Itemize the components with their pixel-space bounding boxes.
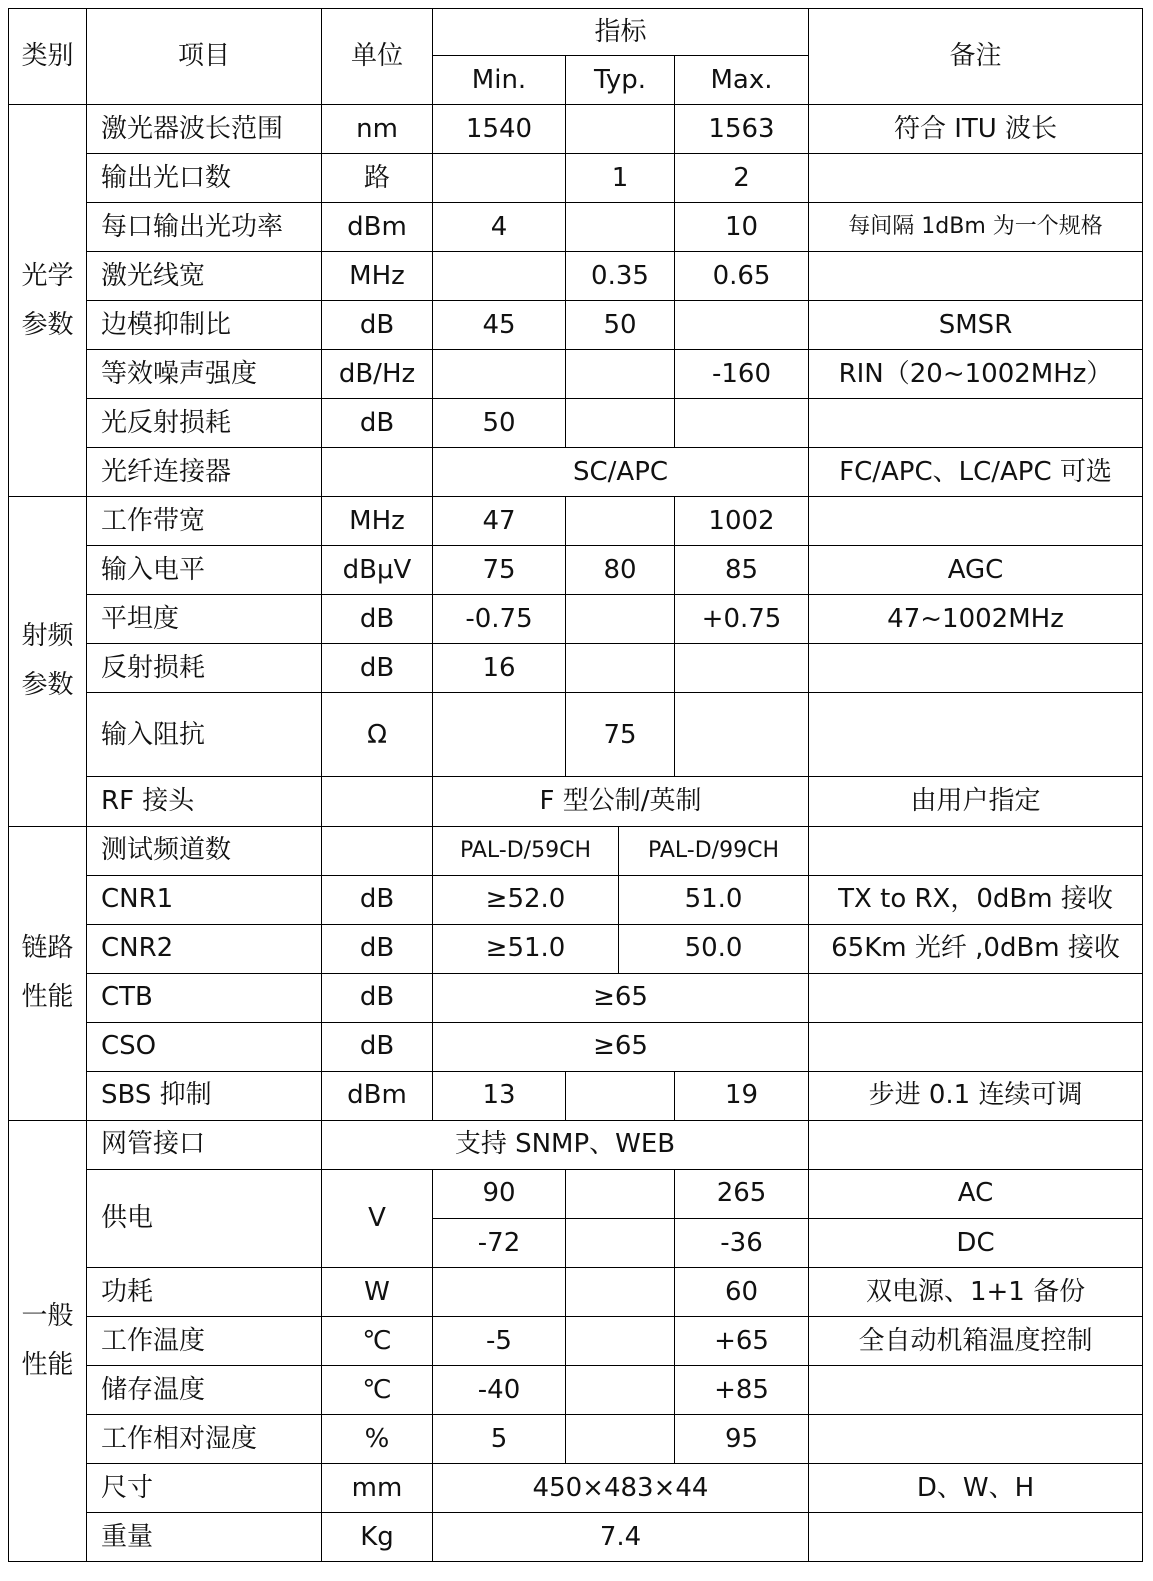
max-cell — [675, 399, 809, 448]
typ-cell — [566, 1365, 675, 1414]
min-cell: 1540 — [433, 105, 566, 154]
unit-cell: dB — [322, 973, 433, 1022]
table-row — [9, 448, 1143, 497]
typ-cell — [566, 350, 675, 399]
section-link: 链路性能 — [9, 826, 87, 1120]
unit-cell — [322, 777, 433, 826]
typ-cell: 1 — [566, 154, 675, 203]
table-row — [9, 154, 1143, 203]
remark-cell — [809, 1414, 1143, 1463]
span-cell: 7.4 — [433, 1512, 809, 1561]
unit-cell — [322, 448, 433, 497]
item-cell: 尺寸 — [87, 1463, 322, 1512]
unit-cell: dBm — [322, 203, 433, 252]
remark-cell — [809, 826, 1143, 875]
unit-cell: dBμV — [322, 546, 433, 595]
unit-cell: W — [322, 1267, 433, 1316]
max-cell: +65 — [675, 1316, 809, 1365]
remark-cell — [809, 973, 1143, 1022]
remark-cell: 步进 0.1 连续可调 — [809, 1071, 1143, 1120]
min-cell: 47 — [433, 497, 566, 546]
table-row — [9, 399, 1143, 448]
remark-cell — [809, 1022, 1143, 1071]
unit-cell: V — [322, 1169, 433, 1267]
item-cell: SBS 抑制 — [87, 1071, 322, 1120]
header-min: Min. — [433, 56, 566, 105]
unit-cell: ℃ — [322, 1365, 433, 1414]
min-cell — [433, 252, 566, 301]
remark-cell: 符合 ITU 波长 — [809, 105, 1143, 154]
min-cell: 16 — [433, 644, 566, 693]
section-rf: 射频参数 — [9, 497, 87, 826]
table-row — [9, 1071, 1143, 1120]
unit-cell: dB — [322, 924, 433, 973]
remark-cell: AGC — [809, 546, 1143, 595]
max-cell: 1563 — [675, 105, 809, 154]
typ-cell — [566, 1414, 675, 1463]
remark-cell: 47~1002MHz — [809, 595, 1143, 644]
remark-cell: 全自动机箱温度控制 — [809, 1316, 1143, 1365]
min-cell — [433, 693, 566, 777]
max-cell: 95 — [675, 1414, 809, 1463]
item-cell: 测试频道数 — [87, 826, 322, 875]
unit-cell: dB/Hz — [322, 350, 433, 399]
header-category: 类别 — [9, 9, 87, 105]
span-cell: ≥65 — [433, 1022, 809, 1071]
item-cell: CNR2 — [87, 924, 322, 973]
typ-cell: 75 — [566, 693, 675, 777]
item-cell: RF 接头 — [87, 777, 322, 826]
remark-cell — [809, 399, 1143, 448]
min-cell — [433, 350, 566, 399]
item-cell: 输入电平 — [87, 546, 322, 595]
typ-cell: 0.35 — [566, 252, 675, 301]
min-cell — [433, 154, 566, 203]
typ-cell — [566, 644, 675, 693]
table-row — [9, 1414, 1143, 1463]
header-spec: 指标 — [433, 9, 809, 56]
min-cell: -5 — [433, 1316, 566, 1365]
item-cell: 激光器波长范围 — [87, 105, 322, 154]
table-row — [9, 301, 1143, 350]
min-cell: 4 — [433, 203, 566, 252]
table-row — [9, 826, 1143, 875]
remark-cell — [809, 1120, 1143, 1169]
unit-cell: 路 — [322, 154, 433, 203]
typ-cell — [566, 595, 675, 644]
unit-cell: dB — [322, 875, 433, 924]
item-cell: 边模抑制比 — [87, 301, 322, 350]
header-row-1 — [9, 9, 1143, 56]
item-cell: 工作带宽 — [87, 497, 322, 546]
table-row — [9, 973, 1143, 1022]
span-cell: F 型公制/英制 — [433, 777, 809, 826]
header-typ: Typ. — [566, 56, 675, 105]
typ-cell — [566, 1218, 675, 1267]
unit-cell: dBm — [322, 1071, 433, 1120]
unit-cell: Kg — [322, 1512, 433, 1561]
table-row — [9, 105, 1143, 154]
max-cell: 0.65 — [675, 252, 809, 301]
max-cell: 60 — [675, 1267, 809, 1316]
table-row — [9, 252, 1143, 301]
item-cell: 输出光口数 — [87, 154, 322, 203]
channels-b-cell: PAL-D/99CH — [619, 826, 809, 875]
remark-cell: AC — [809, 1169, 1143, 1218]
table-row — [9, 350, 1143, 399]
value-a-cell: ≥51.0 — [433, 924, 619, 973]
item-cell: 功耗 — [87, 1267, 322, 1316]
min-cell: 45 — [433, 301, 566, 350]
table-row — [9, 693, 1143, 777]
remark-cell: TX to RX，0dBm 接收 — [809, 875, 1143, 924]
typ-cell — [566, 1169, 675, 1218]
table-row — [9, 644, 1143, 693]
min-cell: 13 — [433, 1071, 566, 1120]
unit-cell: MHz — [322, 497, 433, 546]
table-row — [9, 1120, 1143, 1169]
unit-cell: dB — [322, 1022, 433, 1071]
max-cell: 265 — [675, 1169, 809, 1218]
table-row — [9, 497, 1143, 546]
item-cell: CTB — [87, 973, 322, 1022]
value-a-cell: ≥52.0 — [433, 875, 619, 924]
remark-cell: 由用户指定 — [809, 777, 1143, 826]
span-cell: SC/APC — [433, 448, 809, 497]
max-cell — [675, 301, 809, 350]
unit-cell: dB — [322, 595, 433, 644]
typ-cell — [566, 497, 675, 546]
item-cell: 光纤连接器 — [87, 448, 322, 497]
table-row — [9, 1022, 1143, 1071]
typ-cell — [566, 1316, 675, 1365]
max-cell: +0.75 — [675, 595, 809, 644]
table-row — [9, 777, 1143, 826]
section-general: 一般性能 — [9, 1120, 87, 1561]
item-cell: 储存温度 — [87, 1365, 322, 1414]
remark-cell: SMSR — [809, 301, 1143, 350]
header-max: Max. — [675, 56, 809, 105]
remark-cell — [809, 1365, 1143, 1414]
typ-cell: 80 — [566, 546, 675, 595]
max-cell: 10 — [675, 203, 809, 252]
item-cell: 重量 — [87, 1512, 322, 1561]
remark-cell: DC — [809, 1218, 1143, 1267]
typ-cell: 50 — [566, 301, 675, 350]
max-cell: 2 — [675, 154, 809, 203]
header-remark: 备注 — [809, 9, 1143, 105]
table-row — [9, 1512, 1143, 1561]
remark-cell — [809, 693, 1143, 777]
item-cell: CNR1 — [87, 875, 322, 924]
remark-cell — [809, 154, 1143, 203]
item-cell: 工作温度 — [87, 1316, 322, 1365]
spec-table — [8, 8, 1143, 1562]
min-cell: -0.75 — [433, 595, 566, 644]
max-cell: 85 — [675, 546, 809, 595]
header-item: 项目 — [87, 9, 322, 105]
unit-cell: dB — [322, 399, 433, 448]
item-cell: 工作相对湿度 — [87, 1414, 322, 1463]
min-cell: 5 — [433, 1414, 566, 1463]
unit-cell: dB — [322, 301, 433, 350]
remark-cell: D、W、H — [809, 1463, 1143, 1512]
value-b-cell: 50.0 — [619, 924, 809, 973]
min-cell: -40 — [433, 1365, 566, 1414]
table-row — [9, 546, 1143, 595]
unit-cell: dB — [322, 644, 433, 693]
table-row — [9, 875, 1143, 924]
remark-cell — [809, 1512, 1143, 1561]
table-row — [9, 1267, 1143, 1316]
item-cell: 平坦度 — [87, 595, 322, 644]
table-row — [9, 203, 1143, 252]
typ-cell — [566, 1267, 675, 1316]
min-cell: 50 — [433, 399, 566, 448]
unit-cell: % — [322, 1414, 433, 1463]
max-cell: 19 — [675, 1071, 809, 1120]
remark-cell — [809, 497, 1143, 546]
max-cell — [675, 644, 809, 693]
typ-cell — [566, 1071, 675, 1120]
item-cell: 反射损耗 — [87, 644, 322, 693]
table-row — [9, 1316, 1143, 1365]
table-row — [9, 1463, 1143, 1512]
table-row — [9, 1365, 1143, 1414]
table-row — [9, 924, 1143, 973]
max-cell: -160 — [675, 350, 809, 399]
min-cell: -72 — [433, 1218, 566, 1267]
span-cell: 450×483×44 — [433, 1463, 809, 1512]
channels-a-cell: PAL-D/59CH — [433, 826, 619, 875]
unit-cell: mm — [322, 1463, 433, 1512]
min-cell: 75 — [433, 546, 566, 595]
remark-cell: 每间隔 1dBm 为一个规格 — [809, 203, 1143, 252]
item-cell: 网管接口 — [87, 1120, 322, 1169]
unit-cell — [322, 826, 433, 875]
max-cell: +85 — [675, 1365, 809, 1414]
table-row — [9, 595, 1143, 644]
typ-cell — [566, 105, 675, 154]
remark-cell: FC/APC、LC/APC 可选 — [809, 448, 1143, 497]
table-row — [9, 1169, 1143, 1218]
item-cell: 光反射损耗 — [87, 399, 322, 448]
remark-cell: 65Km 光纤 ,0dBm 接收 — [809, 924, 1143, 973]
header-unit: 单位 — [322, 9, 433, 105]
remark-cell — [809, 252, 1143, 301]
unit-cell: nm — [322, 105, 433, 154]
item-cell: CSO — [87, 1022, 322, 1071]
span-cell: 支持 SNMP、WEB — [322, 1120, 809, 1169]
typ-cell — [566, 203, 675, 252]
value-b-cell: 51.0 — [619, 875, 809, 924]
remark-cell — [809, 644, 1143, 693]
item-cell: 等效噪声强度 — [87, 350, 322, 399]
section-optical: 光学参数 — [9, 105, 87, 497]
item-cell: 输入阻抗 — [87, 693, 322, 777]
item-cell: 供电 — [87, 1169, 322, 1267]
unit-cell: MHz — [322, 252, 433, 301]
max-cell — [675, 693, 809, 777]
unit-cell: ℃ — [322, 1316, 433, 1365]
max-cell: -36 — [675, 1218, 809, 1267]
typ-cell — [566, 399, 675, 448]
item-cell: 激光线宽 — [87, 252, 322, 301]
remark-cell: RIN（20~1002MHz） — [809, 350, 1143, 399]
item-cell: 每口输出光功率 — [87, 203, 322, 252]
remark-cell: 双电源、1+1 备份 — [809, 1267, 1143, 1316]
min-cell: 90 — [433, 1169, 566, 1218]
max-cell: 1002 — [675, 497, 809, 546]
unit-cell: Ω — [322, 693, 433, 777]
span-cell: ≥65 — [433, 973, 809, 1022]
min-cell — [433, 1267, 566, 1316]
